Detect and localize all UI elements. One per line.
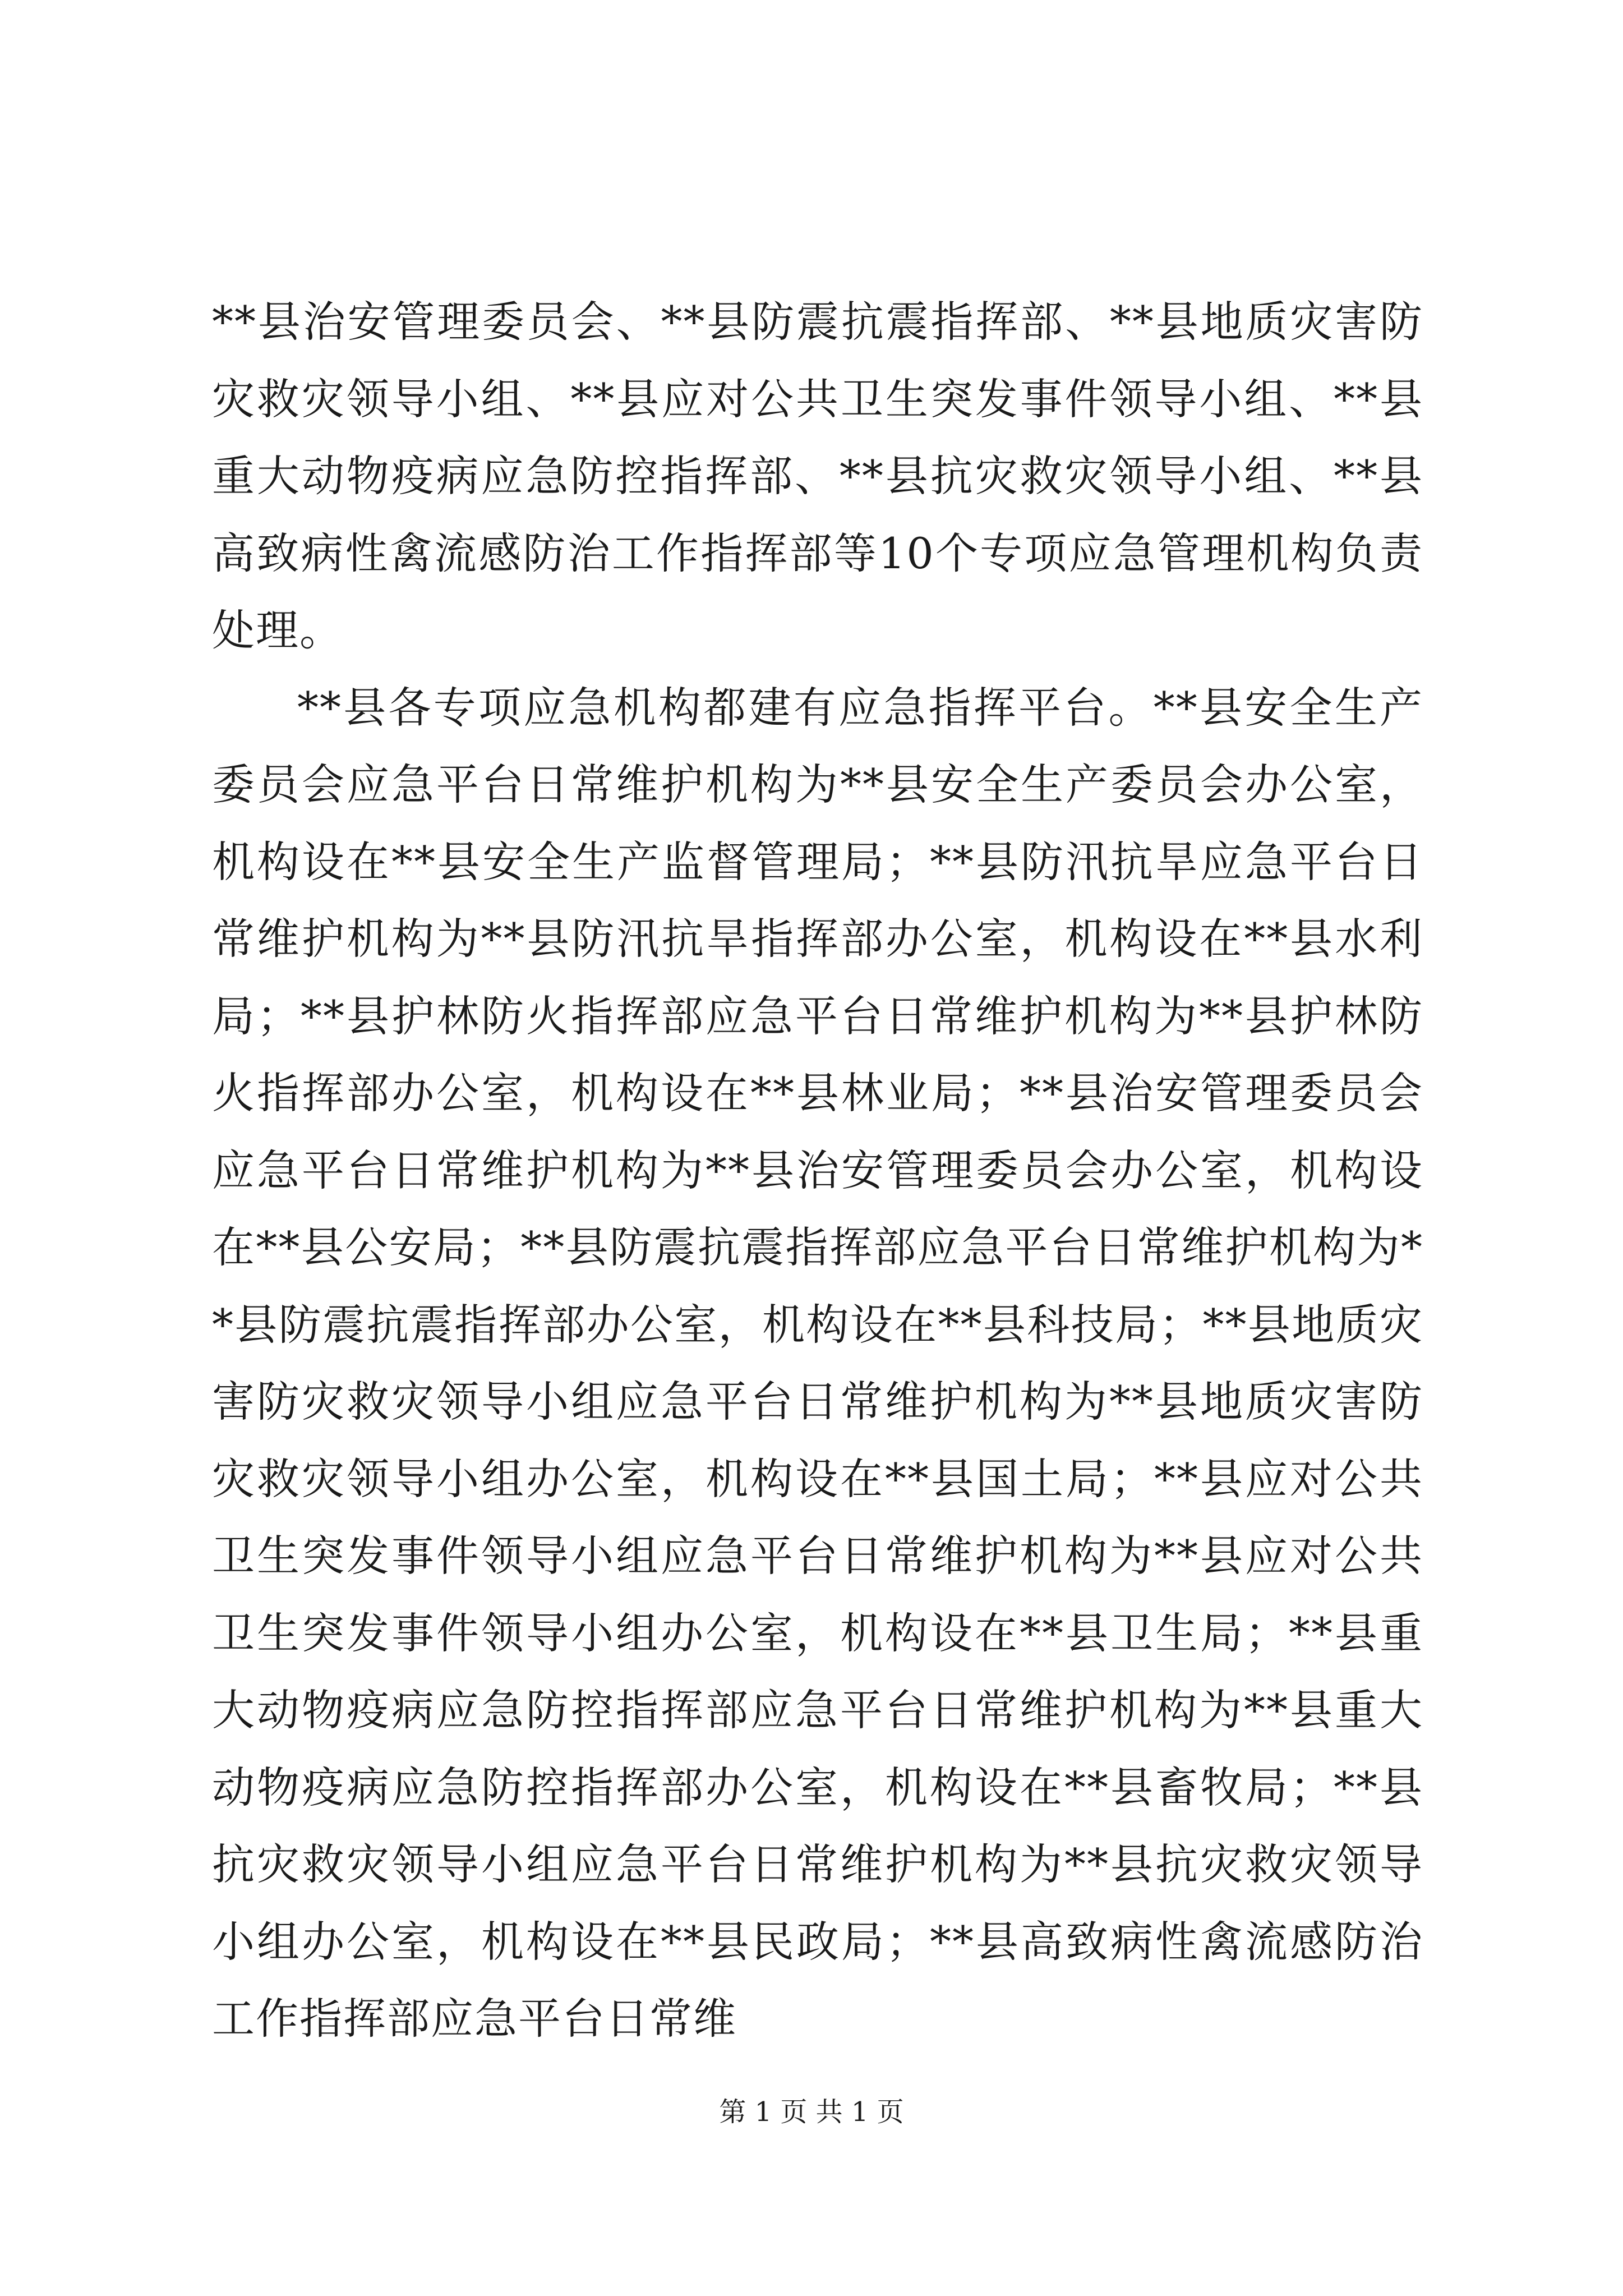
document-body xyxy=(212,283,1423,2058)
page-footer: 第 1 页 共 1 页 xyxy=(719,2096,904,2128)
paragraph-2: **县各专项应急机构都建有应急指挥平台。**县安全生产委员会应急平台日常维护机构为**县安全生产委员会办公室，机构设在**县安全生产监督管理局；**县防汛抗旱应急平台日常维护机构为**县防汛抗旱指挥部办公室，机构设在**县水利局；**县护林防火指挥部应急平台日常维护机构为**县护林防火指挥部办公室，机构设在**县林业局；**县治安管理委员会应急平台日常维护机构为**县治安管理委员会办公室，机构设在**县公安局；**县防震抗震指挥部应急平台日常维护机构为**县防震抗震指挥部办公室，机构设在**县科技局；**县地质灾害防灾救灾领导小组应急平台日常维护机构为**县地质灾害防灾救灾领导小组办公室，机构设在**县国土局；**县应对公共卫生突发事件领导小组应急平台日常维护机构为**县应对公共卫生突发事件领导小组办公室，机构设在**县卫生局；**县重大动物疫病应急防控指挥部应急平台日常维护机构为**县重大动物疫病应急防控指挥部办公室，机构设在**县畜牧局；**县抗灾救灾领导小组应急平台日常维护机构为**县抗灾救灾领导小组办公室，机构设在**县民政局；**县高致病性禽流感防治工作指挥部应急平台日常维 xyxy=(212,682,1423,2044)
paragraph-1: **县治安管理委员会、**县防震抗震指挥部、**县地质灾害防灾救灾领导小组、**县应对公共卫生突发事件领导小组、**县重大动物疫病应急防控指挥部、**县抗灾救灾领导小组、**县高致病性禽流感防治工作指挥部等10个专项应急管理机构负责处理。 xyxy=(212,297,1423,655)
